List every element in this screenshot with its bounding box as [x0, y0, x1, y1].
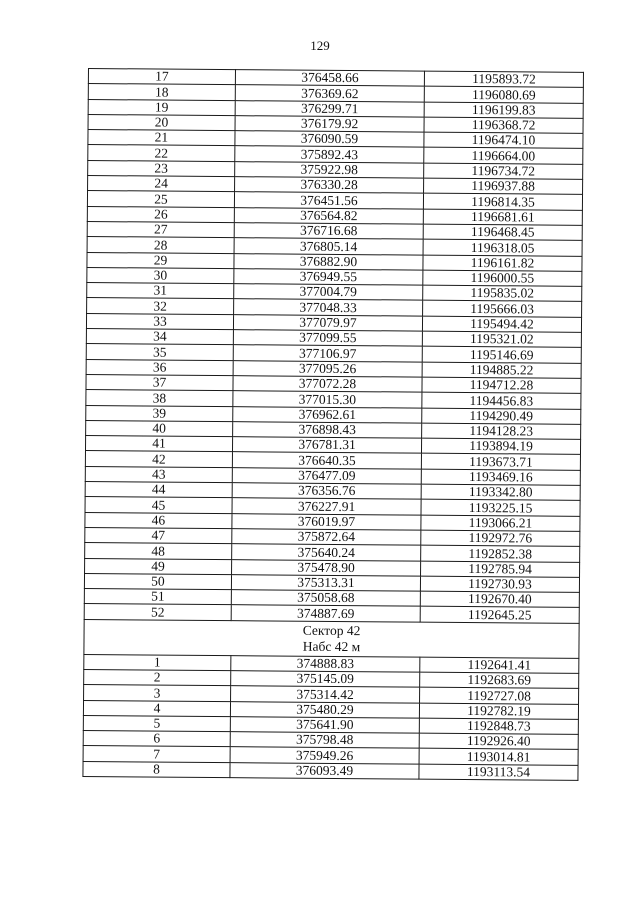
- point-number-cell: 39: [86, 405, 233, 421]
- point-number-cell: 43: [85, 466, 232, 482]
- point-number-cell: 23: [88, 160, 235, 176]
- y-coordinate-cell: 1196937.88: [424, 178, 583, 195]
- point-number-cell: 33: [86, 313, 233, 329]
- x-coordinate-cell: 377072.28: [233, 376, 422, 393]
- x-coordinate-cell: 375640.24: [232, 544, 421, 561]
- x-coordinate-cell: 376227.91: [232, 498, 421, 515]
- section-header-cell: [84, 619, 579, 658]
- point-number-cell: 26: [87, 206, 234, 222]
- y-coordinate-cell: 1195494.42: [422, 316, 581, 333]
- point-number-cell: 24: [88, 176, 235, 192]
- point-number-cell: 1: [84, 654, 231, 670]
- y-coordinate-cell: 1192782.19: [419, 703, 578, 720]
- point-number-cell: 50: [84, 573, 231, 589]
- y-coordinate-cell: 1192683.69: [420, 672, 579, 689]
- point-number-cell: 49: [85, 558, 232, 574]
- x-coordinate-cell: 375480.29: [230, 701, 419, 718]
- y-coordinate-cell: 1192670.40: [420, 591, 579, 608]
- point-number-cell: 41: [85, 436, 232, 452]
- x-coordinate-cell: 376882.90: [234, 253, 423, 270]
- x-coordinate-cell: 377048.33: [234, 299, 423, 316]
- x-coordinate-cell: 376090.59: [235, 131, 424, 148]
- coordinates-table: [82, 68, 584, 781]
- point-number-cell: 52: [84, 604, 231, 620]
- x-coordinate-cell: 376949.55: [234, 269, 423, 286]
- coordinates-table-container: [82, 68, 580, 781]
- point-number-cell: 6: [83, 731, 230, 747]
- point-number-cell: 44: [85, 482, 232, 498]
- point-number-cell: 47: [85, 527, 232, 543]
- x-coordinate-cell: 375892.43: [235, 146, 424, 163]
- y-coordinate-cell: 1193066.21: [421, 515, 580, 532]
- x-coordinate-cell: 376451.56: [234, 192, 423, 209]
- point-number-cell: 7: [83, 746, 230, 762]
- y-coordinate-cell: 1192730.93: [420, 576, 579, 593]
- y-coordinate-cell: 1193113.54: [419, 764, 578, 781]
- x-coordinate-cell: 376330.28: [235, 177, 424, 194]
- table-body-upper: [84, 69, 583, 624]
- x-coordinate-cell: 376962.61: [233, 406, 422, 423]
- x-coordinate-cell: 377079.97: [233, 314, 422, 331]
- y-coordinate-cell: 1193225.15: [421, 499, 580, 516]
- y-coordinate-cell: 1192852.38: [421, 545, 580, 562]
- point-number-cell: 31: [87, 283, 234, 299]
- x-coordinate-cell: 375798.48: [230, 732, 419, 749]
- x-coordinate-cell: 376019.97: [232, 513, 421, 530]
- x-coordinate-cell: 377095.26: [233, 360, 422, 377]
- x-coordinate-cell: 375058.68: [231, 590, 420, 607]
- y-coordinate-cell: 1196814.35: [423, 194, 582, 211]
- y-coordinate-cell: 1195835.02: [423, 285, 582, 302]
- y-coordinate-cell: 1196681.61: [423, 209, 582, 226]
- x-coordinate-cell: 376564.82: [234, 207, 423, 224]
- point-number-cell: 25: [87, 191, 234, 207]
- x-coordinate-cell: 376716.68: [234, 223, 423, 240]
- point-number-cell: 4: [83, 700, 230, 716]
- point-number-cell: 40: [86, 420, 233, 436]
- x-coordinate-cell: 376299.71: [235, 100, 424, 117]
- y-coordinate-cell: 1193342.80: [421, 484, 580, 501]
- x-coordinate-cell: 376477.09: [232, 467, 421, 484]
- point-number-cell: 36: [86, 359, 233, 375]
- y-coordinate-cell: 1193469.16: [421, 469, 580, 486]
- section-header-row: [84, 619, 579, 658]
- point-number-cell: 51: [84, 589, 231, 605]
- point-number-cell: 46: [85, 512, 232, 528]
- point-number-cell: 32: [87, 298, 234, 314]
- point-number-cell: 22: [88, 145, 235, 161]
- point-number-cell: 21: [88, 130, 235, 146]
- section-subtitle: Набс 42 м: [302, 638, 361, 654]
- y-coordinate-cell: 1196474.10: [424, 132, 583, 149]
- y-coordinate-cell: 1194885.22: [422, 362, 581, 379]
- y-coordinate-cell: 1192848.73: [419, 718, 578, 735]
- page-number: 129: [310, 38, 330, 53]
- point-number-cell: 42: [85, 451, 232, 467]
- section-title: Сектор 42: [302, 622, 361, 638]
- point-number-cell: 48: [85, 543, 232, 559]
- y-coordinate-cell: 1192645.25: [420, 607, 579, 624]
- point-number-cell: 17: [88, 69, 235, 85]
- point-number-cell: 19: [88, 99, 235, 115]
- y-coordinate-cell: 1195146.69: [422, 346, 581, 363]
- point-number-cell: 37: [86, 374, 233, 390]
- x-coordinate-cell: 376179.92: [235, 116, 424, 133]
- y-coordinate-cell: 1194712.28: [422, 377, 581, 394]
- x-coordinate-cell: 375872.64: [232, 529, 421, 546]
- y-coordinate-cell: 1195321.02: [422, 331, 581, 348]
- x-coordinate-cell: 377099.55: [233, 330, 422, 347]
- y-coordinate-cell: 1192926.40: [419, 733, 578, 750]
- x-coordinate-cell: 377015.30: [233, 391, 422, 408]
- y-coordinate-cell: 1193673.71: [421, 454, 580, 471]
- y-coordinate-cell: 1194290.49: [422, 408, 581, 425]
- point-number-cell: 8: [83, 761, 230, 777]
- x-coordinate-cell: 375641.90: [230, 717, 419, 734]
- x-coordinate-cell: 375949.26: [230, 747, 419, 764]
- y-coordinate-cell: 1195666.03: [423, 301, 582, 318]
- x-coordinate-cell: 376898.43: [233, 421, 422, 438]
- y-coordinate-cell: 1196318.05: [423, 239, 582, 256]
- x-coordinate-cell: 377106.97: [233, 345, 422, 362]
- y-coordinate-cell: 1192972.76: [421, 530, 580, 547]
- x-coordinate-cell: 376369.62: [235, 85, 424, 102]
- point-number-cell: 45: [85, 497, 232, 513]
- point-number-cell: 29: [87, 252, 234, 268]
- x-coordinate-cell: 376458.66: [235, 70, 424, 87]
- point-number-cell: 5: [83, 715, 230, 731]
- table-row: [83, 761, 578, 780]
- y-coordinate-cell: 1196734.72: [424, 163, 583, 180]
- y-coordinate-cell: 1196000.55: [423, 270, 582, 287]
- y-coordinate-cell: 1192641.41: [420, 657, 579, 674]
- y-coordinate-cell: 1192785.94: [421, 561, 580, 578]
- x-coordinate-cell: 374887.69: [231, 605, 420, 622]
- x-coordinate-cell: 374888.83: [231, 655, 420, 672]
- x-coordinate-cell: 376805.14: [234, 238, 423, 255]
- y-coordinate-cell: 1196368.72: [424, 117, 583, 134]
- x-coordinate-cell: 376093.49: [230, 762, 419, 779]
- table-body-lower: [83, 654, 579, 780]
- section-header-body: [84, 619, 579, 658]
- x-coordinate-cell: 375922.98: [235, 161, 424, 178]
- point-number-cell: 20: [88, 114, 235, 130]
- point-number-cell: 30: [87, 267, 234, 283]
- point-number-cell: 38: [86, 390, 233, 406]
- x-coordinate-cell: 376356.76: [232, 483, 421, 500]
- point-number-cell: 28: [87, 237, 234, 253]
- x-coordinate-cell: 377004.79: [234, 284, 423, 301]
- point-number-cell: 2: [84, 669, 231, 685]
- y-coordinate-cell: 1196199.83: [424, 102, 583, 119]
- y-coordinate-cell: 1194128.23: [422, 423, 581, 440]
- y-coordinate-cell: 1193014.81: [419, 749, 578, 766]
- y-coordinate-cell: 1193894.19: [421, 438, 580, 455]
- point-number-cell: 18: [88, 84, 235, 100]
- x-coordinate-cell: 376781.31: [232, 437, 421, 454]
- y-coordinate-cell: 1196161.82: [423, 255, 582, 272]
- y-coordinate-cell: 1194456.83: [422, 392, 581, 409]
- point-number-cell: 27: [87, 221, 234, 237]
- y-coordinate-cell: 1196664.00: [424, 148, 583, 165]
- y-coordinate-cell: 1196080.69: [424, 86, 583, 103]
- point-number-cell: 3: [84, 685, 231, 701]
- y-coordinate-cell: 1195893.72: [424, 71, 583, 88]
- x-coordinate-cell: 375478.90: [232, 559, 421, 576]
- y-coordinate-cell: 1192727.08: [420, 687, 579, 704]
- x-coordinate-cell: 375313.31: [231, 574, 420, 591]
- y-coordinate-cell: 1196468.45: [423, 224, 582, 241]
- x-coordinate-cell: 376640.35: [232, 452, 421, 469]
- point-number-cell: 34: [86, 329, 233, 345]
- x-coordinate-cell: 375314.42: [231, 686, 420, 703]
- x-coordinate-cell: 375145.09: [231, 671, 420, 688]
- point-number-cell: 35: [86, 344, 233, 360]
